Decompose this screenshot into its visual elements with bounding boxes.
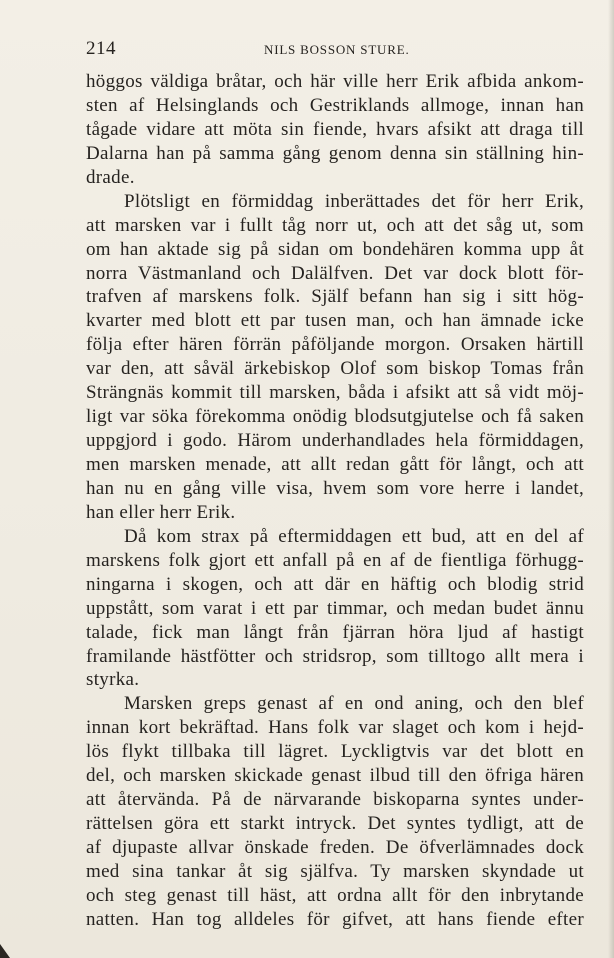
- text-line: han eller herr Erik.: [86, 501, 236, 523]
- text-line: af djupaste allvar önskade freden. De öfverlämnades dock: [86, 837, 584, 858]
- text-line: var den, att såväl ärkebiskop Olof som biskop Tomas från: [86, 358, 584, 380]
- text-line: rättelsen göra ett starkt intryck. Det syntes tydligt, att de: [86, 813, 584, 835]
- text-line: Dalarna han på samma gång genom denna sin ställning hin-: [86, 142, 584, 164]
- text-line: och steg genast till häst, att ordna allt för den inbrytande: [86, 884, 584, 906]
- text-line: drade.: [86, 166, 135, 188]
- page-number: 214: [86, 38, 116, 59]
- body-text: [86, 70, 584, 932]
- text-line: om han aktade sig på sidan om bondehären komma upp åt: [86, 238, 584, 260]
- text-line: följa efter hären förrän påföljande morgon. Orsaken härtill: [86, 334, 584, 356]
- text-line: innan kort bekräftad. Hans folk var slaget och kom i hejd-: [86, 717, 584, 739]
- text-line: Plötsligt en förmiddag inberättades det för herr Erik,: [124, 190, 584, 212]
- text-line: trafven af marskens folk. Själf befann han sig i sitt hög-: [86, 286, 584, 308]
- text-line: ningarna i skogen, och att där en häftig och blodig strid: [86, 573, 584, 595]
- page-edge-shadow: [608, 0, 614, 958]
- text-line: höggos väldiga bråtar, och här ville herr Erik afbida ankom-: [86, 71, 584, 92]
- text-line: norra Västmanland och Dalälfven. Det var dock blott för-: [86, 262, 584, 284]
- text-line: sten af Helsinglands och Gestriklands allmoge, innan han: [86, 94, 584, 116]
- text-line: natten. Han tog alldeles för gifvet, att hans fiende efter: [86, 908, 584, 930]
- scan-corner-mark: [0, 944, 10, 958]
- text-line: med sina tankar åt sig själfva. Ty marsken skyndade ut: [86, 860, 584, 882]
- text-line: han nu en gång ville visa, hvem som vore herre i landet,: [86, 477, 584, 499]
- text-line: del, och marsken skickade genast ilbud till den öfriga hären: [86, 765, 584, 787]
- text-line: lös flykt tillbaka till lägret. Lyckligtvis var det blott en: [86, 741, 584, 763]
- text-line: kvarter med blott ett par tusen man, och han ämnade icke: [86, 310, 584, 332]
- text-line: Strängnäs kommit till marsken, båda i afsikt att så vidt möj-: [86, 382, 584, 404]
- text-line: Då kom strax på eftermiddagen ett bud, att en del af: [124, 525, 584, 547]
- text-line: men marsken menade, att allt redan gått för långt, och att: [86, 454, 584, 475]
- text-line: talade, fick man långt från fjärran höra ljud af hastigt: [86, 621, 584, 643]
- text-line: att marsken var i fullt tåg norr ut, och att det såg ut, som: [86, 214, 584, 236]
- text-line: ligt var söka förekomma onödig blodsutgjutelse och få saken: [86, 406, 584, 428]
- text-line: tågade vidare att möta sin fiende, hvars afsikt att draga till: [86, 118, 584, 140]
- text-line: uppstått, som varat i ett par timmar, och medan budet ännu: [86, 597, 584, 619]
- page-header: [86, 38, 584, 60]
- text-line: Marsken greps genast af en ond aning, och den blef: [124, 693, 584, 715]
- text-line: uppgjord i godo. Härom underhandlades hela förmiddagen,: [86, 430, 584, 452]
- text-line: att återvända. På de närvarande biskoparna syntes under-: [86, 789, 584, 811]
- text-line: framilande hästfötter och stridsrop, som tilltogo allt mera i: [86, 645, 584, 667]
- text-line: marskens folk gjort ett anfall på en af de fientliga förhugg-: [86, 549, 584, 571]
- running-head: NILS BOSSON STURE.: [264, 42, 410, 57]
- text-line: styrka.: [86, 669, 140, 691]
